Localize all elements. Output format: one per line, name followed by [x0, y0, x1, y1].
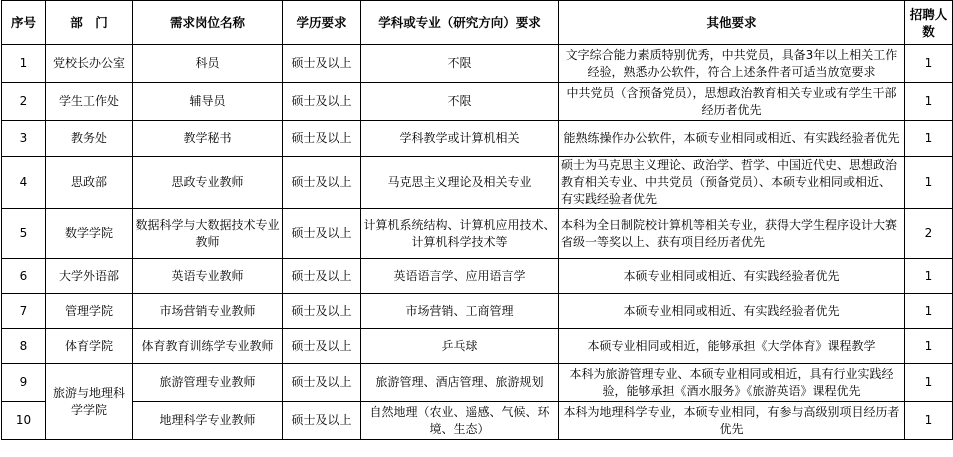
cell-other: 本硕专业相同或相近，能够承担《大学体育》课程教学 [559, 329, 905, 364]
header-no: 序号 [2, 1, 46, 45]
cell-other: 文字综合能力素质特别优秀，中共党员，具备3年以上相关工作经验，熟悉办公软件，符合上述条件者可适当放宽要求 [559, 45, 905, 83]
cell-dept: 教务处 [46, 121, 133, 157]
cell-major: 不限 [361, 83, 559, 121]
cell-no: 3 [2, 121, 46, 157]
cell-no: 5 [2, 209, 46, 259]
cell-education: 硕士及以上 [283, 45, 361, 83]
cell-no: 6 [2, 259, 46, 294]
cell-major: 计算机系统结构、计算机应用技术、计算机科学技术等 [361, 209, 559, 259]
cell-position: 思政专业教师 [133, 157, 283, 209]
cell-count: 1 [905, 45, 953, 83]
cell-major: 英语语言学、应用语言学 [361, 259, 559, 294]
cell-position: 辅导员 [133, 83, 283, 121]
cell-major: 旅游管理、酒店管理、旅游规划 [361, 364, 559, 402]
cell-count: 1 [905, 157, 953, 209]
table-row [2, 209, 953, 259]
cell-position: 数据科学与大数据技术专业教师 [133, 209, 283, 259]
cell-education: 硕士及以上 [283, 209, 361, 259]
cell-major: 自然地理（农业、遥感、气候、环境、生态） [361, 402, 559, 440]
cell-education: 硕士及以上 [283, 329, 361, 364]
cell-dept: 党校长办公室 [46, 45, 133, 83]
cell-no: 7 [2, 294, 46, 329]
cell-no: 10 [2, 402, 46, 440]
table-row [2, 329, 953, 364]
header-position: 需求岗位名称 [133, 1, 283, 45]
cell-other: 本科为地理科学专业，本硕专业相同，有参与高级别项目经历者优先 [559, 402, 905, 440]
table-row [2, 45, 953, 83]
table-row [2, 83, 953, 121]
cell-no: 2 [2, 83, 46, 121]
cell-major: 不限 [361, 45, 559, 83]
cell-education: 硕士及以上 [283, 402, 361, 440]
cell-education: 硕士及以上 [283, 121, 361, 157]
table-row [2, 157, 953, 209]
cell-position: 科员 [133, 45, 283, 83]
recruitment-table [1, 0, 953, 440]
cell-major: 学科教学或计算机相关 [361, 121, 559, 157]
cell-major: 市场营销、工商管理 [361, 294, 559, 329]
header-major: 学科或专业（研究方向）要求 [361, 1, 559, 45]
cell-dept: 管理学院 [46, 294, 133, 329]
header-dept: 部 门 [46, 1, 133, 45]
cell-count: 1 [905, 259, 953, 294]
cell-education: 硕士及以上 [283, 259, 361, 294]
cell-no: 9 [2, 364, 46, 402]
cell-position: 英语专业教师 [133, 259, 283, 294]
cell-other: 能熟练操作办公软件，本硕专业相同或相近、有实践经验者优先 [559, 121, 905, 157]
cell-position: 市场营销专业教师 [133, 294, 283, 329]
cell-dept: 数学学院 [46, 209, 133, 259]
cell-major: 马克思主义理论及相关专业 [361, 157, 559, 209]
cell-count: 1 [905, 121, 953, 157]
cell-count: 1 [905, 329, 953, 364]
cell-major: 乒乓球 [361, 329, 559, 364]
cell-other: 硕士为马克思主义理论、政治学、哲学、中国近代史、思想政治教育相关专业、中共党员（预备党员）、本硕专业相同或相近、有实践经验者优先 [559, 157, 905, 209]
table-row [2, 259, 953, 294]
cell-dept: 思政部 [46, 157, 133, 209]
header-count: 招聘人数 [905, 1, 953, 45]
cell-position: 旅游管理专业教师 [133, 364, 283, 402]
cell-education: 硕士及以上 [283, 157, 361, 209]
cell-count: 1 [905, 83, 953, 121]
table-row [2, 402, 953, 440]
cell-education: 硕士及以上 [283, 364, 361, 402]
header-education: 学历要求 [283, 1, 361, 45]
cell-dept: 体育学院 [46, 329, 133, 364]
cell-count: 1 [905, 364, 953, 402]
cell-dept: 学生工作处 [46, 83, 133, 121]
header-other: 其他要求 [559, 1, 905, 45]
table-header-row [2, 1, 953, 45]
cell-count: 2 [905, 209, 953, 259]
table-row [2, 294, 953, 329]
cell-other: 本硕专业相同或相近、有实践经验者优先 [559, 259, 905, 294]
cell-position: 教学秘书 [133, 121, 283, 157]
cell-other: 本科为全日制院校计算机等相关专业，获得大学生程序设计大赛省级一等奖以上、获有项目经历者优先 [559, 209, 905, 259]
cell-other: 本硕专业相同或相近、有实践经验者优先 [559, 294, 905, 329]
table-row [2, 364, 953, 402]
cell-education: 硕士及以上 [283, 294, 361, 329]
cell-position: 体育教育训练学专业教师 [133, 329, 283, 364]
cell-no: 4 [2, 157, 46, 209]
cell-count: 1 [905, 294, 953, 329]
cell-other: 本科为旅游管理专业、本硕专业相同或相近，具有行业实践经验，能够承担《酒水服务》《旅游英语》课程优先 [559, 364, 905, 402]
table-row [2, 121, 953, 157]
cell-dept: 旅游与地理科学学院 [46, 364, 133, 440]
cell-position: 地理科学专业教师 [133, 402, 283, 440]
cell-no: 1 [2, 45, 46, 83]
cell-no: 8 [2, 329, 46, 364]
cell-other: 中共党员（含预备党员），思想政治教育相关专业或有学生干部经历者优先 [559, 83, 905, 121]
cell-education: 硕士及以上 [283, 83, 361, 121]
cell-count: 1 [905, 402, 953, 440]
cell-dept: 大学外语部 [46, 259, 133, 294]
